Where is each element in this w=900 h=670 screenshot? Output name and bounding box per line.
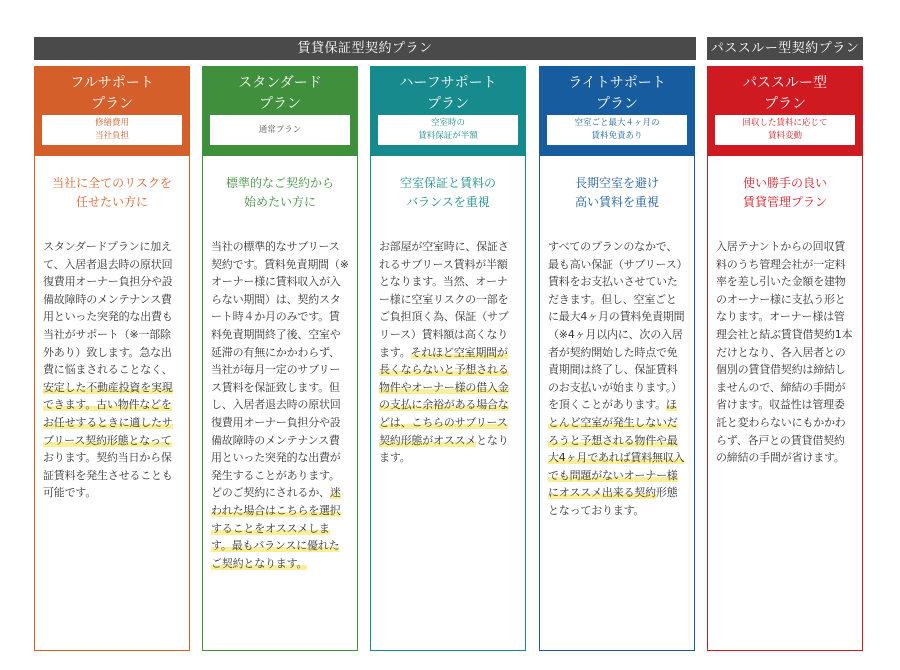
plan-description <box>708 238 862 467</box>
plan-description <box>203 238 357 572</box>
plan-card-light-support <box>539 66 695 651</box>
plan-title: フルサポート プラン <box>70 75 154 112</box>
plan-card-half-support <box>370 66 526 651</box>
description-highlight: 迷われた場合はこちらを選択することをオススメします。最もバランスに優れたご契約となります。 <box>211 486 341 570</box>
plan-badge: 空室時の 賃料保証が半額 <box>378 115 518 145</box>
plan-card-header <box>35 67 189 156</box>
plan-badge: 修繕費用 当社負担 <box>42 115 182 145</box>
plan-tagline: 長期空室を避け 高い賃料を重視 <box>574 176 659 209</box>
plan-badge: 回収した賃料に応じて 賃料変動 <box>715 115 855 145</box>
description-highlight: それほど空室期間が長くならないと予想される物件やオーナー様の借入金の支払に余裕がある場合などは、こちらのサブリース契約形態がオススメ <box>379 345 509 447</box>
plan-description <box>35 238 189 502</box>
plan-tagline: 当社に全てのリスクを 任せたい方に <box>52 176 172 209</box>
plan-card-standard <box>202 66 358 651</box>
plan-title: ライトサポート プラン <box>568 75 666 112</box>
plan-tagline: 使い勝手の良い 賃貸管理プラン <box>742 176 827 209</box>
description-highlight: 安定した不動産投資を実現できます。古い物件などをお任せするときに適したサブリース契約形態となって <box>43 380 173 447</box>
plan-description <box>371 238 525 467</box>
plan-card-header <box>371 67 525 156</box>
description-text: おります。契約当日から保証賃料を発生させることも可能です。 <box>43 451 173 500</box>
plan-badge: 通常プラン <box>210 115 350 145</box>
description-text: すべてのプランのなかで、最も高い保証（サブリース）賃料をお支払いさせていただきます。但し、空室ごとに最大4ヶ月の賃料免責期間（※4ヶ月以内に、次の入居者が契約開始した時点で免責期間は終了し、保証賃料のお支払いが始まります。）を頂くことがあります。 <box>548 240 685 412</box>
plan-card-passthrough <box>707 66 863 651</box>
plan-tagline: 標準的なご契約から 始めたい方に <box>225 176 334 209</box>
description-text: となります。 <box>379 433 509 465</box>
plan-card-full-support <box>34 66 190 651</box>
description-text: 入居テナントからの回収賃料のうち管理会社が一定料率を差し引いた金額を建物のオーナー様に支払う形となります。オーナー様は管理会社と結ぶ賃貸借契約1本だけとなり、各入居者との個別の賃貸借契約は締結しませんので、締結の手間が省けます。収益性は管理委託と変わらないにもかかわらず、各戸との賃貸借契約の締結の手間が省けます。 <box>716 240 853 465</box>
guarantee-plans-header: 賃貸保証型契約プラン <box>34 37 696 60</box>
plan-card-header <box>540 67 694 156</box>
plan-title: ハーフサポート プラン <box>399 75 497 112</box>
description-text: 当社の標準的なサブリース契約です。賃料免責期間（※オーナー様に賃料収入が入らない期間）は、契約スタート時４か月のみです。賃料免責期間終了後、空室や延滞の有無にかかわらず、当社が毎月一定のサブリース賃料を保証致します。但し、入居者退去時の原状回復費用オーナー負担分や設備故障時のメンテナンス費用といった突発的な出費が発生することがあります。どのご契約にされるか、 <box>211 240 349 500</box>
description-text: お部屋が空室時に、保証されるサブリース賃料が半額となります。当然、オーナー様に空室リスクの一部をご負担頂く為、保証（サブリース）賃料額は高くなります。 <box>379 240 509 359</box>
description-text: 形態となっております。 <box>548 486 678 517</box>
plan-tagline: 空室保証と賃料の バランスを重視 <box>399 176 496 209</box>
plan-badge: 空室ごと最大４ヶ月の 賃料免責あり <box>547 115 687 145</box>
plan-title: スタンダード プラン <box>238 75 322 112</box>
plan-card-header <box>708 67 862 156</box>
description-highlight: ほとんど空室が発生しないだろうと予想される物件や最大4ヶ月であれば賃料無収入でも問題がないオーナー様にオススメ出来る契約 <box>548 398 685 500</box>
description-text: スタンダードプランに加えて、入居者退去時の原状回復費用オーナー負担分や設備故障時のメンテナンス費用といった突発的な出費も当社がサポート（※一部除外あり）致します。急な出費に悩まされることなく、 <box>43 240 173 377</box>
plan-description <box>540 238 694 520</box>
plan-card-header <box>203 67 357 156</box>
passthrough-plans-header: パススルー型契約プラン <box>707 37 863 60</box>
plan-title: パススルー型 プラン <box>743 75 827 112</box>
